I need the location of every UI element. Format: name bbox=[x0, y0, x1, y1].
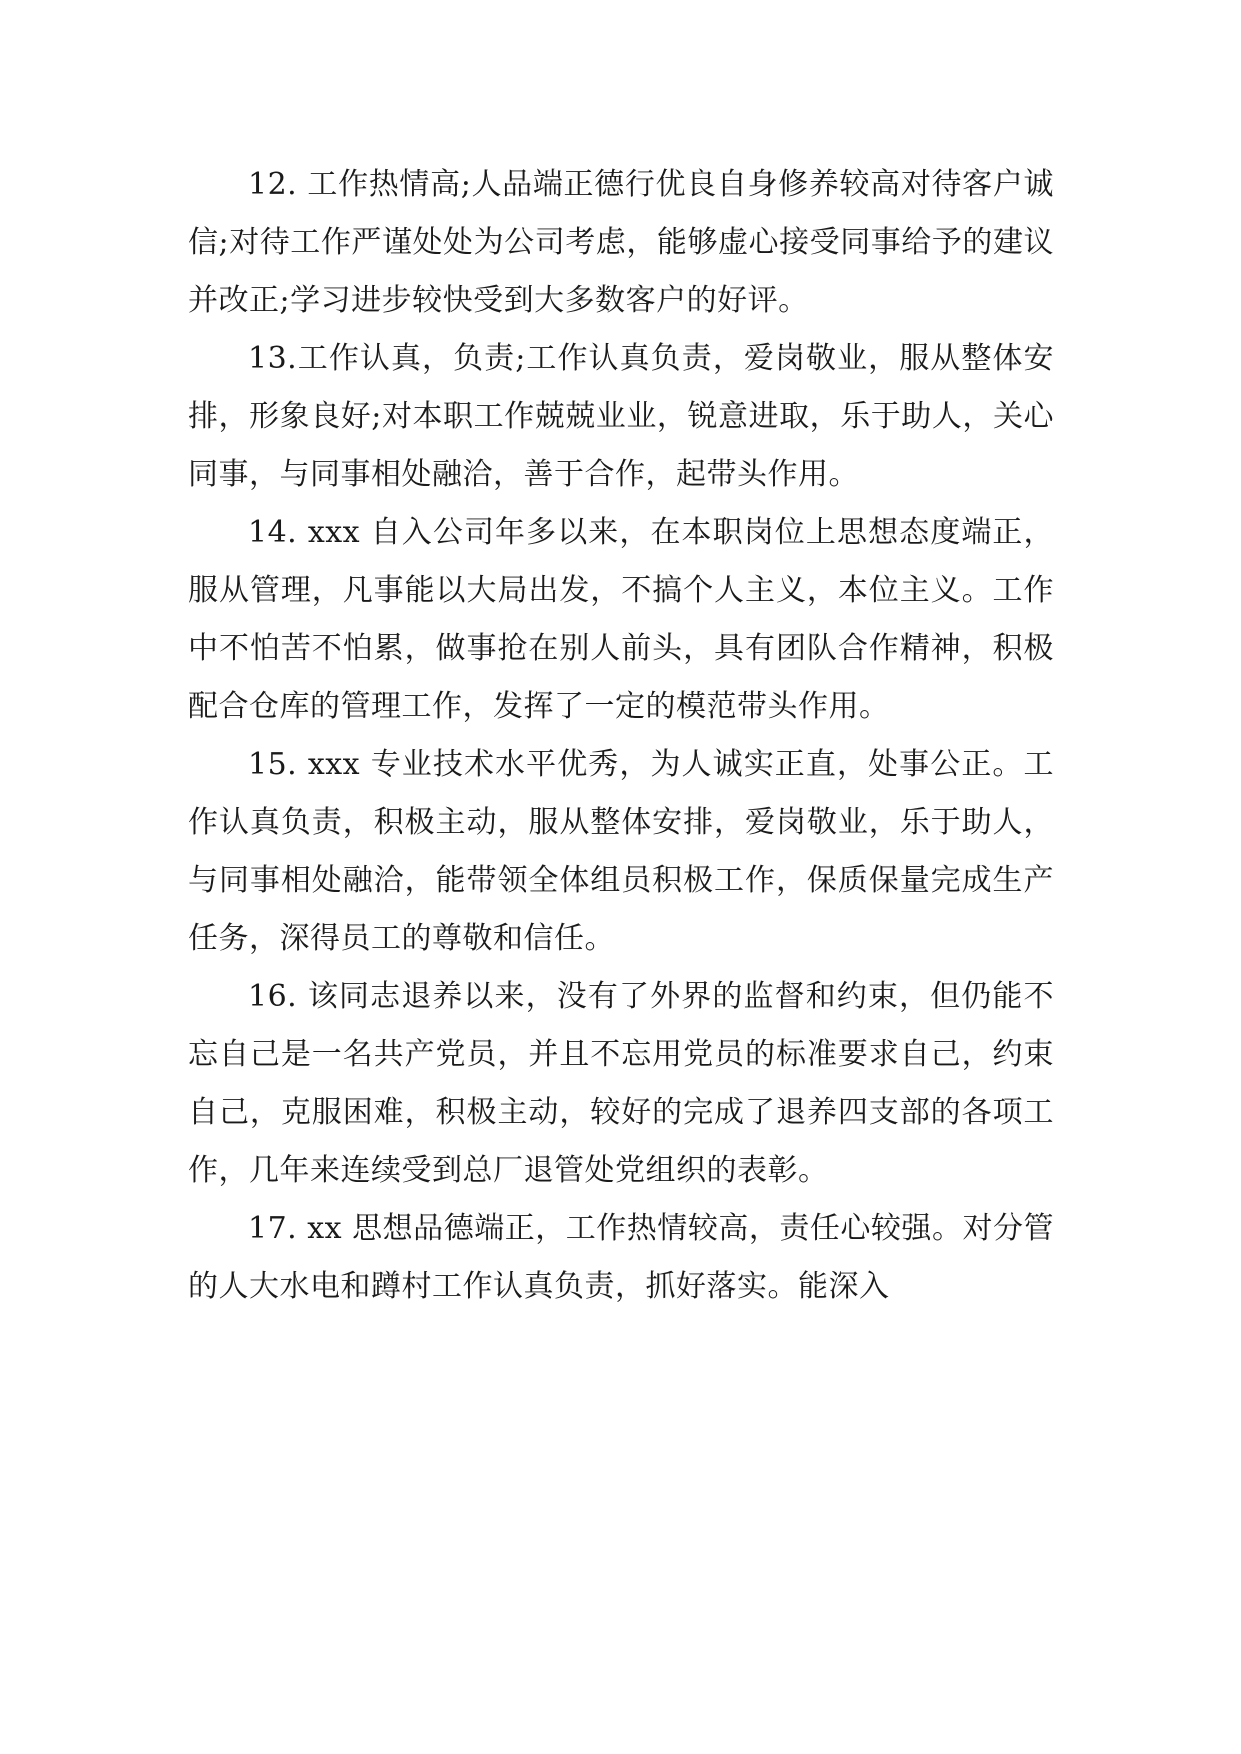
paragraph-12: 12. 工作热情高;人品端正德行优良自身修养较高对待客户诚信;对待工作严谨处处为公司考虑，能够虚心接受同事给予的建议并改正;学习进步较快受到大多数客户的好评。 bbox=[188, 167, 1054, 318]
paragraph-15: 15. xxx 专业技术水平优秀，为人诚实正直，处事公正。工作认真负责，积极主动，服从整体安排，爱岗敬业，乐于助人，与同事相处融洽，能带领全体组员积极工作，保质保量完成生产任务，深得员工的尊敬和信任。 bbox=[188, 747, 1054, 956]
paragraph-14: 14. xxx 自入公司年多以来，在本职岗位上思想态度端正，服从管理，凡事能以大局出发，不搞个人主义，本位主义。工作中不怕苦不怕累，做事抢在别人前头，具有团队合作精神，积极配合仓库的管理工作，发挥了一定的模范带头作用。 bbox=[188, 515, 1054, 724]
paragraph-13: 13.工作认真，负责;工作认真负责，爱岗敬业，服从整体安排，形象良好;对本职工作兢兢业业，锐意进取，乐于助人，关心同事，与同事相处融洽，善于合作，起带头作用。 bbox=[188, 341, 1054, 492]
paragraph-16: 16. 该同志退养以来，没有了外界的监督和约束，但仍能不忘自己是一名共产党员，并且不忘用党员的标准要求自己，约束自己，克服困难，积极主动，较好的完成了退养四支部的各项工作，几年来连续受到总厂退管处党组织的表彰。 bbox=[188, 979, 1054, 1188]
document-body bbox=[188, 156, 1054, 1316]
paragraph-17: 17. xx 思想品德端正，工作热情较高，责任心较强。对分管的人大水电和蹲村工作认真负责，抓好落实。能深入 bbox=[188, 1211, 1054, 1304]
